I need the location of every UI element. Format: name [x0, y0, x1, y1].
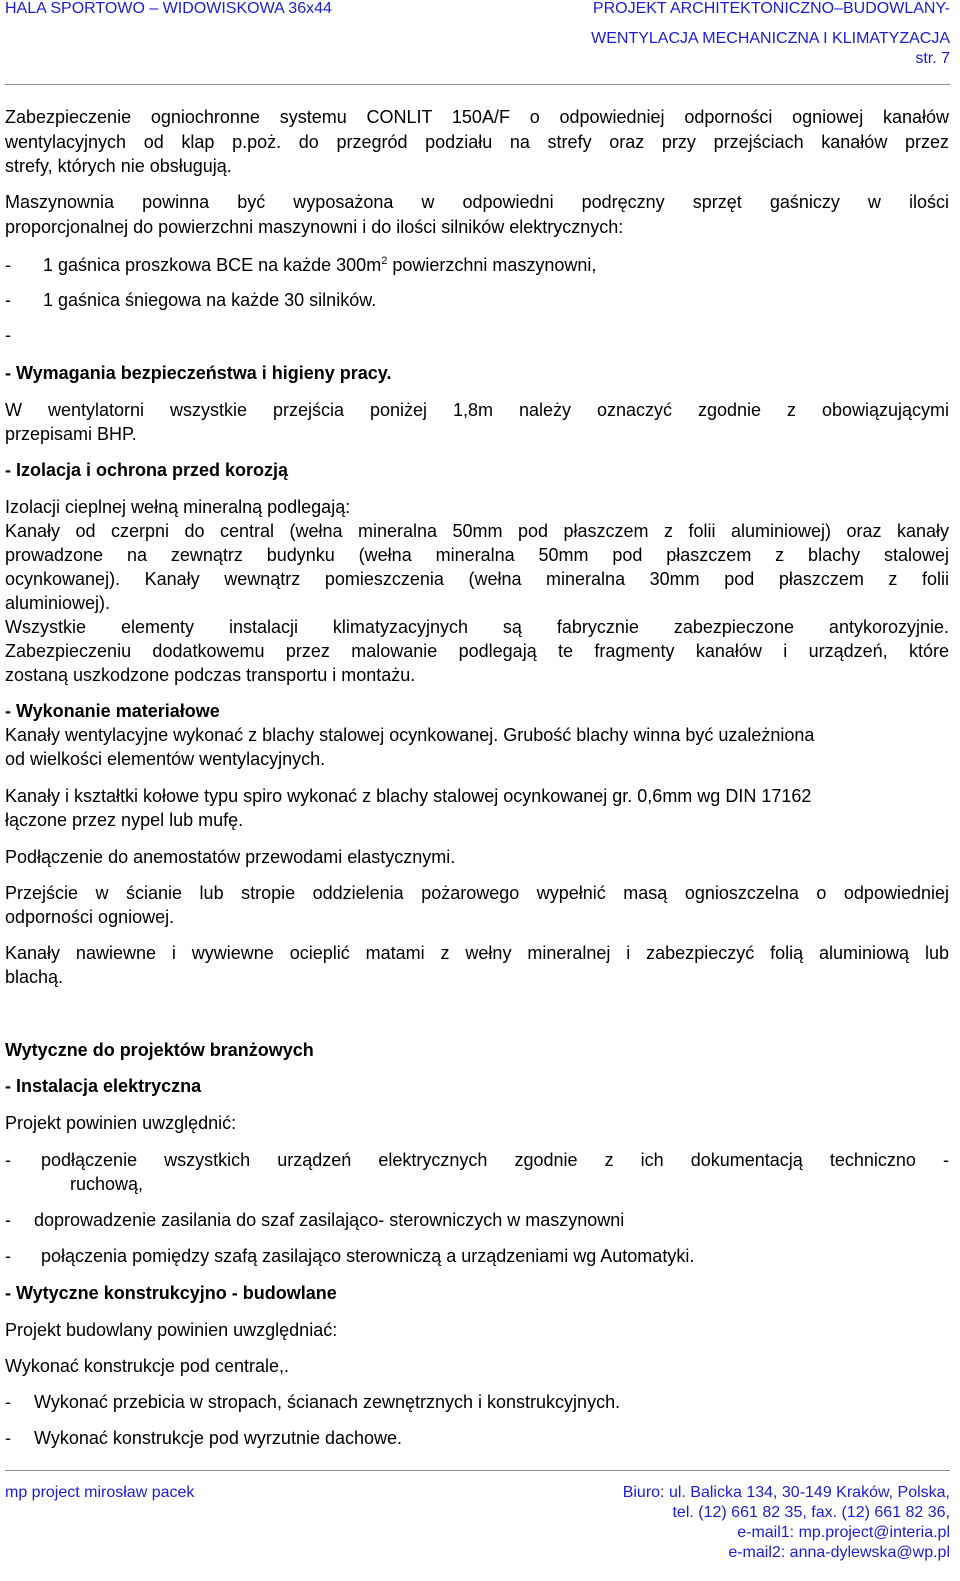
paragraph-line: odporności ogniowej.	[5, 907, 175, 927]
paragraph-line: Kanały od czerpni do central (wełna mineralna 50mm pod płaszczem z folii aluminiowej) oraz kanały	[5, 521, 949, 541]
paragraph-line: Projekt budowlany powinien uwzględniać:	[5, 1320, 338, 1340]
paragraph-line: Wykonać konstrukcje pod centrale,.	[5, 1356, 289, 1376]
section-heading-construction: - Wytyczne konstrukcyjno - budowlane	[5, 1283, 337, 1303]
paragraph-line: Kanały wentylacyjne wykonać z blachy stalowej ocynkowanej. Grubość blachy winna być uzależniona	[5, 725, 815, 745]
footer-email1: e-mail1: mp.project@interia.pl	[737, 1524, 950, 1541]
paragraph-line: Przejście w ścianie lub stropie oddzielenia pożarowego wypełnić masą ognioszczelna o odpowiedniej	[5, 883, 949, 903]
paragraph-line: Zabezpieczeniu dodatkowemu przez malowanie podlegają te fragmenty kanałów i urządzeń, które	[5, 641, 949, 661]
header-project-title: HALA SPORTOWO – WIDOWISKOWA 36x44	[5, 0, 332, 17]
list-item-extinguisher-snow: 1 gaśnica śniegowa na każde 30 silników.	[43, 290, 377, 310]
section-heading-materials: - Wykonanie materiałowe	[5, 701, 220, 721]
list-dash: -	[5, 1246, 11, 1266]
paragraph-line: Wszystkie elementy instalacji klimatyzacyjnych są fabrycznie zabezpieczone antykorozyjnie.	[5, 617, 949, 637]
list-item-continuation: ruchową,	[70, 1174, 144, 1194]
section-heading-electrical: - Instalacja elektryczna	[5, 1076, 202, 1096]
header-project-type: PROJEKT ARCHITEKTONICZNO–BUDOWLANY-	[592, 0, 950, 17]
section-heading-bhp: - Wymagania bezpieczeństwa i higieny pracy.	[5, 363, 392, 383]
email2-link[interactable]: anna-dylewska@wp.pl	[789, 1544, 950, 1561]
list-item-cabinet-connection: połączenia pomiędzy szafą zasilająco sterowniczą a urządzeniami wg Automatyki.	[41, 1246, 695, 1266]
paragraph-line: ocynkowanej). Kanały wewnątrz pomieszczenia (wełna mineralna 30mm pod płaszczem z folii	[5, 569, 949, 589]
paragraph-line: łączone przez nypel lub mufę.	[5, 810, 244, 830]
paragraph-line: zostaną uszkodzone podczas transportu i montażu.	[5, 665, 416, 685]
paragraph-line: aluminiowej).	[5, 593, 111, 613]
section-heading-insulation: - Izolacja i ochrona przed korozją	[5, 460, 289, 480]
paragraph-line: Kanały nawiewne i wywiewne ocieplić matami z wełny mineralnej i zabezpieczyć folią aluminiową lub	[5, 943, 949, 963]
paragraph-line: Kanały i kształtki kołowe typu spiro wykonać z blachy stalowej ocynkowanej gr. 0,6mm wg DIN 17162	[5, 786, 812, 806]
paragraph-line: od wielkości elementów wentylacyjnych.	[5, 749, 326, 769]
paragraph-line: Izolacji cieplnej wełną mineralną podlegają:	[5, 497, 351, 517]
page-number: str. 7	[915, 50, 950, 67]
paragraph-line: strefy, których nie obsługują.	[5, 156, 232, 176]
list-dash: -	[5, 290, 11, 310]
paragraph-line: Podłączenie do anemostatów przewodami elastycznymi.	[5, 847, 456, 867]
paragraph-line: wentylacyjnych od klap p.poż. do przegród podziału na strefy oraz przy przejściach kanałów przez	[5, 132, 949, 152]
list-dash: -	[5, 255, 11, 275]
footer-company: mp project mirosław pacek	[5, 1484, 195, 1501]
footer-email2: e-mail2: anna-dylewska@wp.pl	[728, 1544, 950, 1561]
list-dash: -	[5, 1428, 11, 1448]
paragraph-line: prowadzone na zewnątrz budynku (wełna mineralna 50mm pod płaszczem z blachy stalowej	[5, 545, 949, 565]
email1-link[interactable]: mp.project@interia.pl	[798, 1524, 950, 1541]
paragraph-line: proporcjonalnej do powierzchni maszynowni i do ilości silników elektrycznych:	[5, 217, 624, 237]
list-item-electrical-connection: podłączenie wszystkich urządzeń elektrycznych zgodnie z ich dokumentacją techniczno -	[41, 1150, 949, 1170]
section-heading-guidelines: Wytyczne do projektów branżowych	[5, 1040, 314, 1060]
footer-address: Biuro: ul. Balicka 134, 30-149 Kraków, Polska,	[622, 1484, 950, 1501]
list-item-roof-outlets: Wykonać konstrukcje pod wyrzutnie dachowe.	[34, 1428, 403, 1448]
paragraph-line: Zabezpieczenie ogniochronne systemu CONLIT 150A/F o odpowiedniej odporności ogniowej kanałów	[5, 107, 949, 127]
list-item-power-supply: doprowadzenie zasilania do szaf zasilająco- sterowniczych w maszynowni	[34, 1210, 625, 1230]
header-discipline: WENTYLACJA MECHANICZNA I KLIMATYZACJA	[591, 30, 950, 47]
paragraph-line: przepisami BHP.	[5, 424, 137, 444]
header-rule	[5, 84, 950, 85]
footer-phone: tel. (12) 661 82 35, fax. (12) 661 82 36,	[672, 1504, 950, 1521]
list-item-penetrations: Wykonać przebicia w stropach, ścianach zewnętrznych i konstrukcyjnych.	[34, 1392, 621, 1412]
footer-rule	[5, 1470, 950, 1471]
paragraph-line: Projekt powinien uwzględnić:	[5, 1113, 237, 1133]
list-dash: -	[5, 1210, 11, 1230]
paragraph-line: W wentylatorni wszystkie przejścia poniżej 1,8m należy oznaczyć zgodnie z obowiązującymi	[5, 400, 949, 420]
paragraph-line: Maszynownia powinna być wyposażona w odpowiedni podręczny sprzęt gaśniczy w ilości	[5, 192, 949, 212]
list-dash: -	[5, 1392, 11, 1412]
list-dash: -	[5, 1150, 11, 1170]
paragraph-line: blachą.	[5, 967, 64, 987]
list-item-extinguisher-powder: 1 gaśnica proszkowa BCE na każde $300m^2$ powierzchni maszynowni,	[43, 255, 597, 275]
list-dash: -	[5, 325, 11, 345]
